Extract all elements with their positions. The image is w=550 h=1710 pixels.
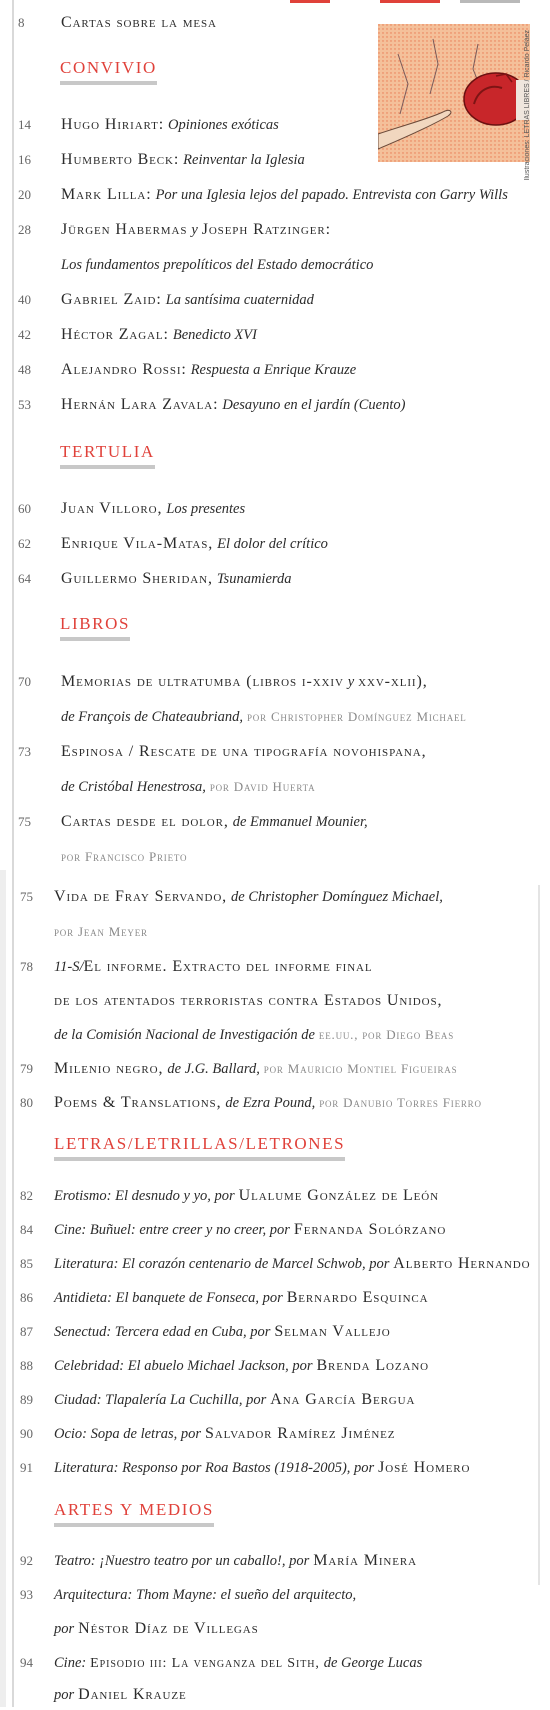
author-name: Selman Vallejo xyxy=(274,1323,391,1340)
toc-entry[interactable] xyxy=(0,1385,550,1415)
by-word: por xyxy=(54,1621,75,1637)
reviewer: por Jean Meyer xyxy=(54,924,148,939)
work-title: El dolor del crítico xyxy=(217,536,328,552)
toc-entry-continuation xyxy=(0,1020,550,1050)
book-author: de Ezra Pound, xyxy=(225,1095,316,1111)
toc-entry[interactable] xyxy=(0,1648,550,1678)
author-name: Daniel Krauze xyxy=(78,1686,187,1703)
toc-entry[interactable] xyxy=(0,1181,550,1211)
conjunction: y xyxy=(347,674,355,690)
author-name: Salvador Ramírez Jiménez xyxy=(204,1425,396,1442)
page-number: 48 xyxy=(18,362,31,377)
page-number: 91 xyxy=(20,1460,33,1475)
work-title: Erotismo: El desnudo y yo, por xyxy=(54,1188,235,1204)
work-title: Literatura: Responso por Roa Bastos (1918-2005), por xyxy=(54,1460,375,1476)
toc-entry[interactable] xyxy=(0,1351,550,1381)
work-title: Celebridad: El abuelo Michael Jackson, por xyxy=(54,1358,313,1374)
page-number: 75 xyxy=(20,889,33,904)
toc-entry[interactable] xyxy=(0,1317,550,1347)
book-title: Espinosa / Rescate de una tipografía novohispana, xyxy=(61,743,427,760)
work-title: Los presentes xyxy=(166,501,246,517)
author-name: Néstor Díaz de Villegas xyxy=(78,1620,259,1637)
author-name: Brenda Lozano xyxy=(316,1357,430,1374)
work-title: Opiniones exóticas xyxy=(168,117,279,133)
author-name: Alejandro Rossi: xyxy=(61,361,187,378)
author-name: Gabriel Zaid: xyxy=(61,291,162,308)
page-number: 20 xyxy=(18,187,31,202)
work-title: Ciudad: Tlapalería La Cuchilla, por xyxy=(54,1392,267,1408)
work-title: Tsunamierda xyxy=(216,571,292,587)
page-number: 80 xyxy=(20,1095,33,1110)
toc-entry[interactable] xyxy=(0,494,550,524)
book-title: El informe. Extracto del informe final xyxy=(83,958,373,975)
book-title: Milenio negro, xyxy=(54,1060,164,1077)
toc-entry[interactable] xyxy=(0,1215,550,1245)
section-label: CONVIVIO xyxy=(60,58,157,85)
work-title: La santísima cuaternidad xyxy=(165,292,314,308)
section-heading-libros xyxy=(60,614,130,644)
author-name: Alberto Hernando xyxy=(393,1255,531,1272)
toc-entry-continuation xyxy=(0,250,550,280)
author-name: Enrique Vila-Matas, xyxy=(61,535,214,552)
book-author: de Cristóbal Henestrosa, xyxy=(61,778,206,795)
page-number: 90 xyxy=(20,1426,33,1441)
film-title: Episodio iii: La venganza del Sith, xyxy=(90,1655,320,1671)
book-author: de la Comisión Nacional de Investigación de xyxy=(54,1026,315,1043)
toc-entry[interactable] xyxy=(0,145,550,175)
toc-entry-continuation xyxy=(0,1614,550,1644)
toc-entry[interactable] xyxy=(0,1054,550,1084)
book-title-part: xxv-xlii), xyxy=(358,673,428,690)
toc-entry[interactable] xyxy=(0,807,550,837)
book-title: Poems & Translations, xyxy=(54,1094,222,1111)
reviewer: por Diego Beas xyxy=(362,1026,454,1042)
section-label: ARTES Y MEDIOS xyxy=(54,1500,214,1527)
section-heading-letras xyxy=(54,1134,345,1164)
reviewer: por David Huerta xyxy=(209,778,316,794)
section-label: TERTULIA xyxy=(60,442,155,469)
work-title: Literatura: El corazón centenario de Marcel Schwob, por xyxy=(54,1256,390,1272)
reviewer: por Danubio Torres Fierro xyxy=(319,1095,482,1110)
work-title: Senectud: Tercera edad en Cuba, por xyxy=(54,1324,271,1340)
work-title: Por una Iglesia lejos del papado. Entrevista con Garry Wills xyxy=(155,187,508,203)
illustration-hands-boxing-glove xyxy=(378,24,530,162)
top-decoration xyxy=(270,0,530,4)
book-title: Vida de Fray Servando, xyxy=(54,888,228,905)
book-author: de Emmanuel Mounier, xyxy=(232,814,368,830)
work-title: Cine: Buñuel: entre creer y no creer, por xyxy=(54,1222,290,1238)
page-number: 16 xyxy=(18,152,31,167)
toc-entry-continuation xyxy=(0,772,550,802)
author-name: Hugo Hiriart: xyxy=(61,116,165,133)
toc-entry[interactable] xyxy=(0,1249,550,1279)
reviewer: por Francisco Prieto xyxy=(61,849,188,864)
author-name: Humberto Beck: xyxy=(61,151,180,168)
toc-entry[interactable] xyxy=(0,737,550,767)
toc-entry[interactable] xyxy=(0,1453,550,1483)
work-title: Desayuno en el jardín (Cuento) xyxy=(222,397,406,413)
work-title: Antidieta: El banquete de Fonseca, por xyxy=(54,1290,283,1306)
author-name: Hernán Lara Zavala: xyxy=(61,396,219,413)
conjunction: y xyxy=(191,222,198,238)
toc-entry[interactable] xyxy=(0,529,550,559)
page-number: 70 xyxy=(18,674,31,689)
section-heading-convivio xyxy=(60,58,157,88)
toc-entry[interactable] xyxy=(0,110,550,140)
author-name: Joseph Ratzinger: xyxy=(201,221,331,238)
work-title: Reinventar la Iglesia xyxy=(183,152,305,168)
book-title: Cartas desde el dolor, xyxy=(61,813,229,830)
book-author: de François de Chateaubriand, xyxy=(61,708,244,725)
page-number: 85 xyxy=(20,1256,33,1271)
abbreviation: ee.uu., xyxy=(318,1026,359,1042)
reviewer: por Mauricio Montiel Figueiras xyxy=(263,1061,458,1076)
author-name: María Minera xyxy=(313,1552,417,1569)
toc-entry[interactable] xyxy=(0,1283,550,1313)
work-title: Respuesta a Enrique Krauze xyxy=(190,362,357,378)
page-number: 64 xyxy=(18,571,31,586)
author-name: Ulalume González de León xyxy=(238,1187,439,1204)
section-label: LETRAS/LETRILLAS/LETRONES xyxy=(54,1134,345,1161)
author-name: Héctor Zagal: xyxy=(61,326,169,343)
page-number: 82 xyxy=(20,1188,33,1203)
book-title: Memorias de ultratumba (libros i-xxiv xyxy=(61,673,344,690)
reviewer: por Christopher Domínguez Michael xyxy=(247,708,467,724)
author-name: Bernardo Esquinca xyxy=(286,1289,429,1306)
author-name: Jürgen Habermas xyxy=(61,221,188,238)
toc-entry-continuation xyxy=(0,702,550,732)
toc-entry[interactable] xyxy=(0,355,550,385)
work-title: Teatro: ¡Nuestro teatro por un caballo!, por xyxy=(54,1553,310,1569)
author-name: Juan Villoro, xyxy=(61,500,163,517)
work-title: Benedicto XVI xyxy=(172,327,257,343)
toc-entry[interactable] xyxy=(0,8,550,38)
author-name: José Homero xyxy=(378,1459,471,1476)
work-title: Arquitectura: Thom Mayne: el sueño del arquitecto, xyxy=(54,1586,357,1603)
page-number: 60 xyxy=(18,501,31,516)
toc-entry-continuation xyxy=(0,1680,550,1710)
page-number: 40 xyxy=(18,292,31,307)
page-number: 86 xyxy=(20,1290,33,1305)
toc-entry[interactable] xyxy=(0,667,550,697)
page-number: 94 xyxy=(20,1655,33,1670)
author-name: Guillermo Sheridan, xyxy=(61,570,213,587)
toc-entry[interactable] xyxy=(0,180,550,210)
toc-entry[interactable] xyxy=(0,564,550,594)
toc-entry[interactable] xyxy=(0,320,550,350)
toc-entry-continuation xyxy=(0,986,550,1016)
page-number: 88 xyxy=(20,1358,33,1373)
page-number: 84 xyxy=(20,1222,33,1237)
image-credit: Ilustraciones: LETRAS LIBRES / Ricardo Peláez xyxy=(524,30,531,181)
page-number: 53 xyxy=(18,397,31,412)
page-number: 8 xyxy=(18,15,25,30)
book-author: de J.G. Ballard, xyxy=(167,1061,260,1077)
title-lead: 11-S/ xyxy=(54,959,84,975)
toc-entry-continuation xyxy=(0,842,550,872)
toc-entry[interactable] xyxy=(0,285,550,315)
work-title: Ocio: Sopa de letras, por xyxy=(54,1426,201,1442)
section-heading-artes xyxy=(54,1500,214,1530)
author-name: Mark Lilla: xyxy=(61,186,152,203)
page-number: 93 xyxy=(20,1587,33,1602)
toc-entry[interactable] xyxy=(0,1088,550,1118)
page-number: 89 xyxy=(20,1392,33,1407)
author-name: Fernanda Solórzano xyxy=(293,1221,447,1238)
page-number: 78 xyxy=(20,959,33,974)
entry-title: Cartas sobre la mesa xyxy=(61,14,217,31)
toc-entry[interactable] xyxy=(0,1419,550,1449)
page-number: 62 xyxy=(18,536,31,551)
toc-entry[interactable] xyxy=(0,952,550,982)
work-title: Los fundamentos prepolíticos del Estado democrático xyxy=(61,256,374,273)
page-number: 75 xyxy=(18,814,31,829)
toc-entry[interactable] xyxy=(0,1546,550,1576)
page-number: 73 xyxy=(18,744,31,759)
book-author: de Christopher Domínguez Michael, xyxy=(231,889,443,905)
work-category: Cine: xyxy=(54,1654,87,1671)
page-number: 79 xyxy=(20,1061,33,1076)
toc-entry[interactable] xyxy=(0,390,550,420)
page-number: 92 xyxy=(20,1553,33,1568)
page-number: 87 xyxy=(20,1324,33,1339)
by-word: por xyxy=(54,1687,75,1703)
toc-entry[interactable] xyxy=(0,215,550,245)
page-number: 42 xyxy=(18,327,31,342)
toc-entry[interactable] xyxy=(0,1580,550,1610)
section-label: LIBROS xyxy=(60,614,130,641)
book-title-part: de los atentados terroristas contra Estados Unidos, xyxy=(54,992,443,1009)
section-heading-tertulia xyxy=(60,442,155,472)
toc-entry[interactable] xyxy=(0,882,550,912)
toc-entry-continuation xyxy=(0,917,550,947)
page-number: 14 xyxy=(18,117,31,132)
film-director: de George Lucas xyxy=(323,1654,423,1671)
page-number: 28 xyxy=(18,222,31,237)
author-name: Ana García Bergua xyxy=(270,1391,416,1408)
